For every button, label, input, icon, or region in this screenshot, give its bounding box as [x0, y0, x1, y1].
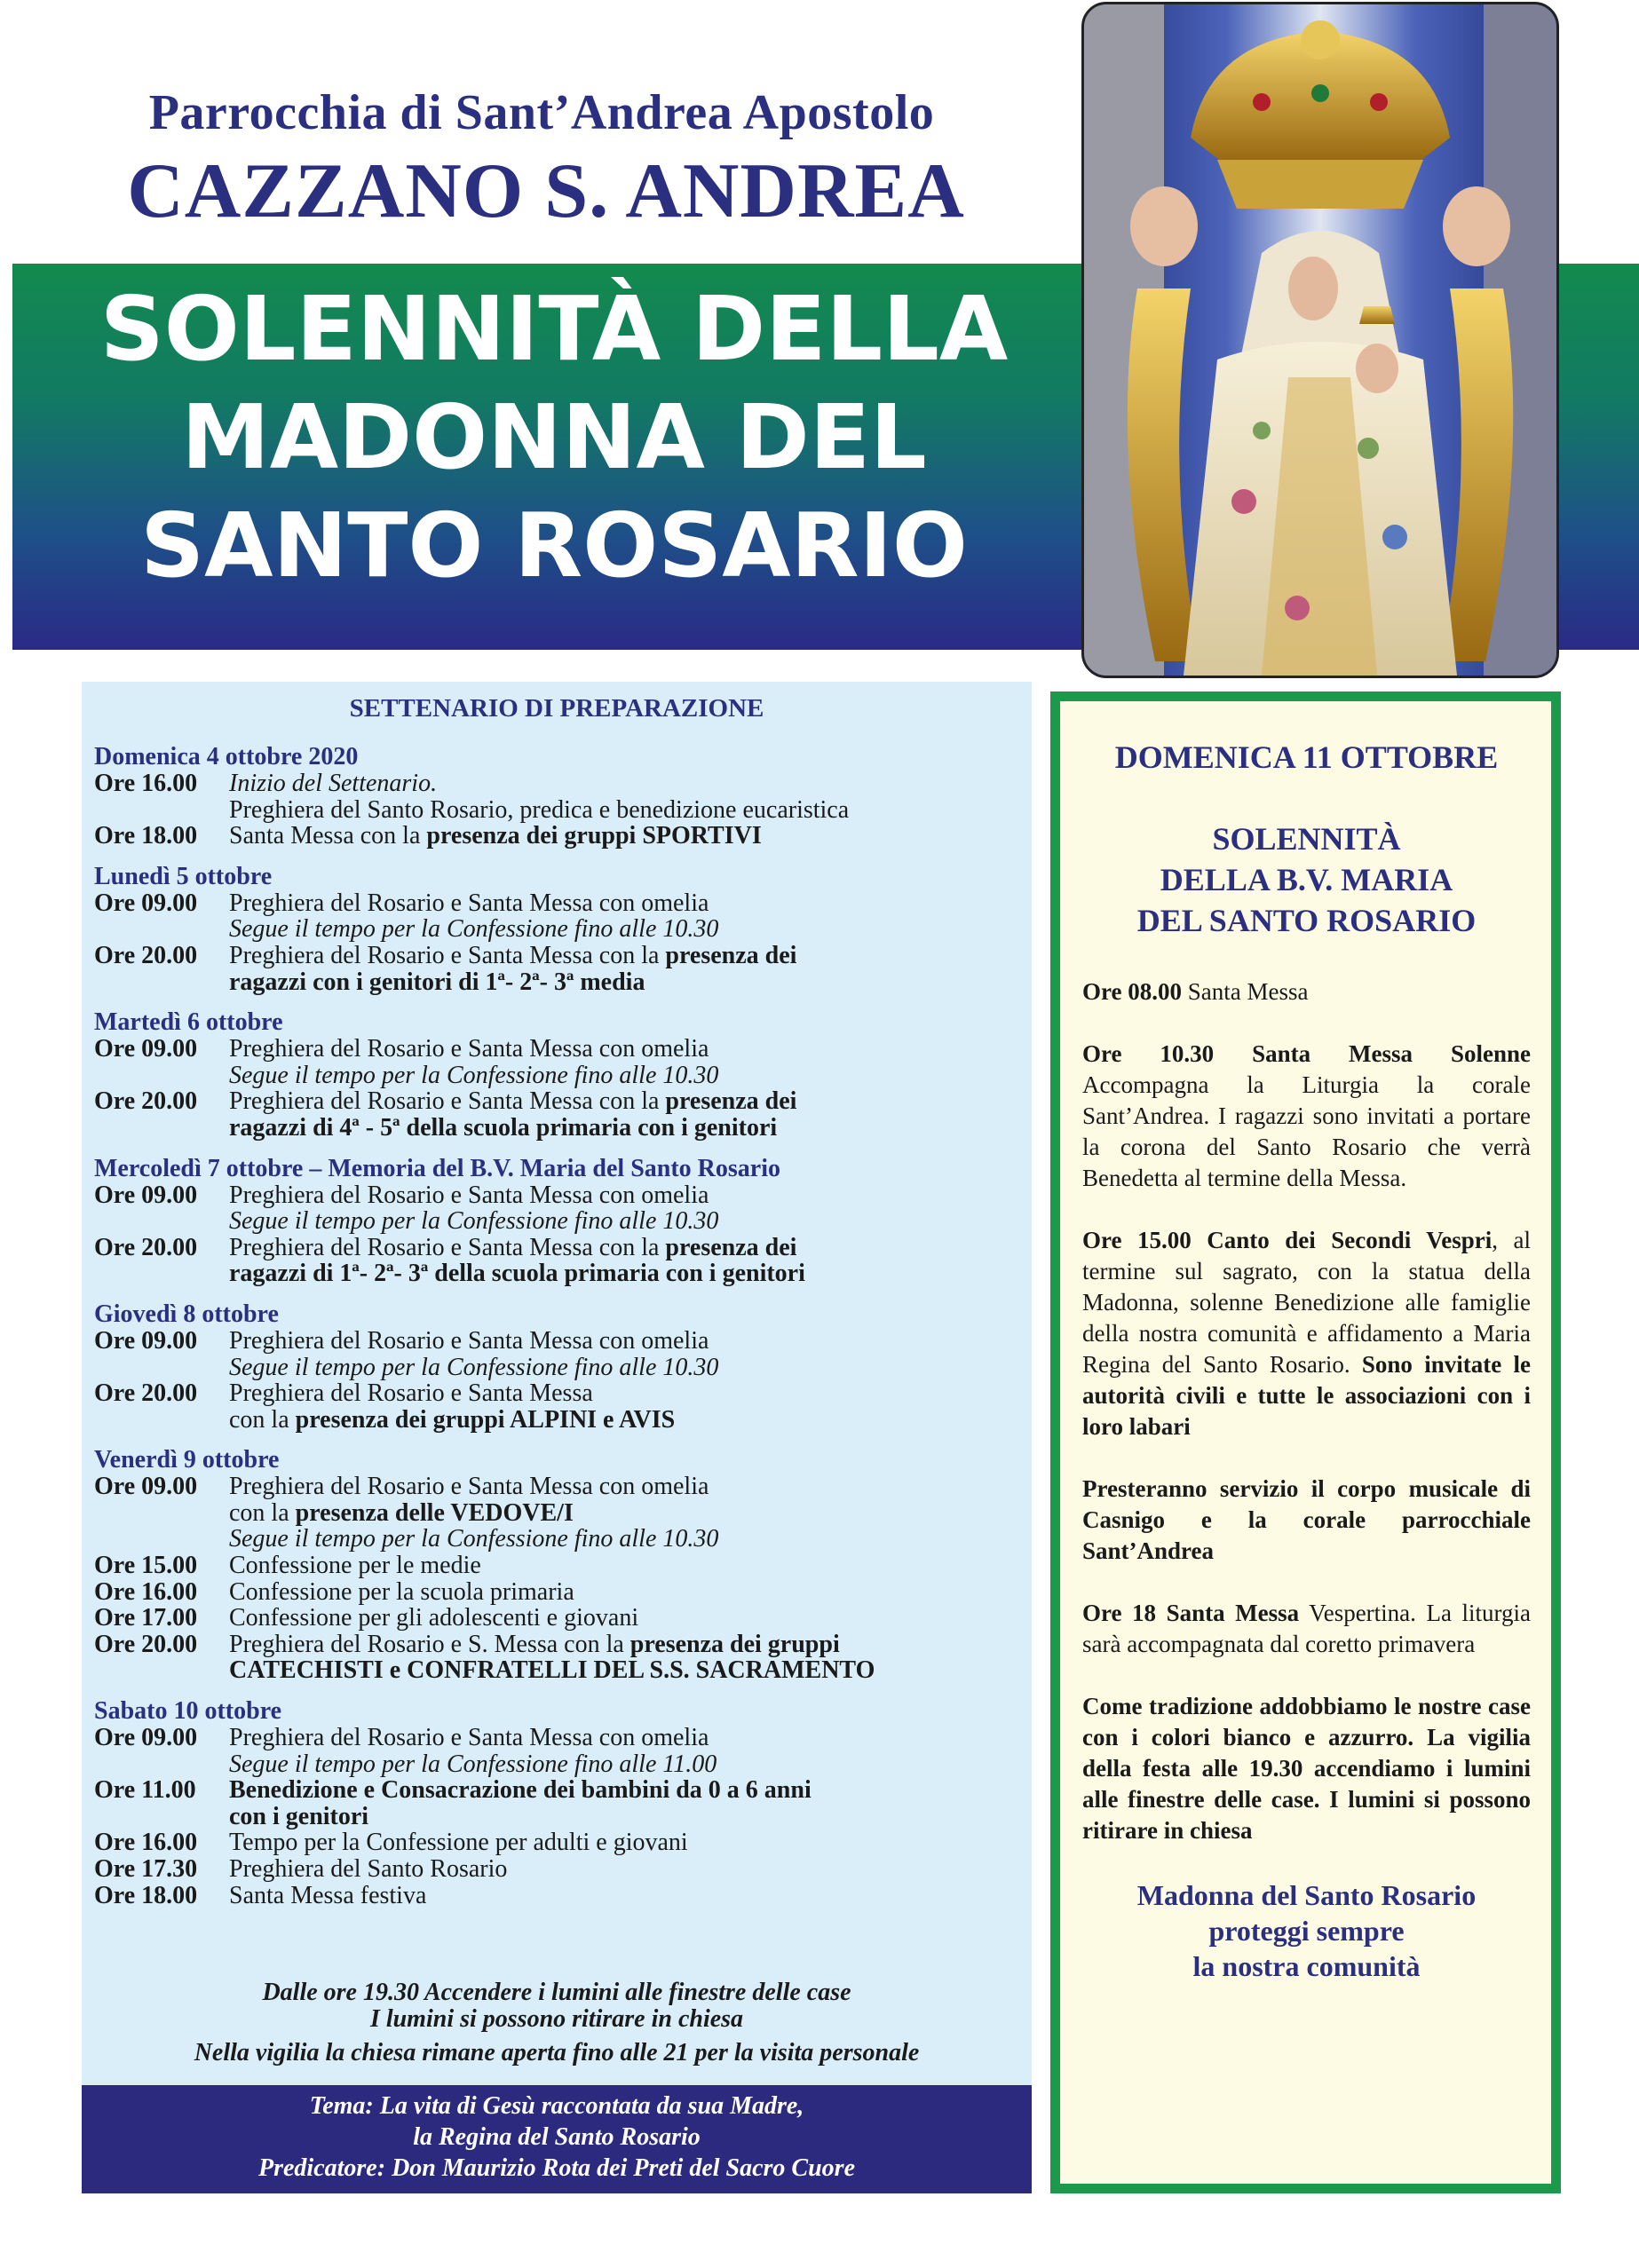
text: Preghiera del Rosario e Santa Messa con omelia	[229, 889, 709, 917]
entry-line	[229, 1777, 1026, 1804]
entry-line	[229, 1407, 1026, 1434]
bold-text: Ore 18 Santa Messa	[1082, 1600, 1300, 1626]
entry-time: Ore 16.00	[94, 1829, 198, 1857]
entry-description	[229, 1380, 1026, 1433]
italic-text: Segue il tempo per la Confessione fino alle 11.00	[229, 1750, 717, 1778]
text: Preghiera del Santo Rosario	[229, 1855, 508, 1883]
preacher-line: Predicatore: Don Maurizio Rota dei Preti del Sacro Cuore	[258, 2154, 855, 2182]
schedule-entry	[94, 1605, 1026, 1632]
entry-time: Ore 15.00	[94, 1552, 198, 1580]
day-heading: Giovedì 8 ottobre	[94, 1300, 279, 1328]
schedule-entry	[94, 1235, 1026, 1287]
schedule-day	[94, 744, 1026, 850]
schedule-entry	[94, 1036, 1026, 1088]
solemnity-title-line: DELLA B.V. MARIA	[1160, 862, 1453, 897]
note-line: Dalle ore 19.30 Accendere i lumini alle finestre delle case	[262, 1979, 851, 2006]
text: Preghiera del Rosario e Santa Messa con la	[229, 1233, 666, 1261]
solemnity-title-line: DEL SANTO ROSARIO	[1136, 903, 1477, 938]
schedule-entry	[94, 1088, 1026, 1141]
settenario-panel	[82, 682, 1032, 2085]
entry-line	[229, 1804, 1026, 1830]
entry-line	[229, 1657, 1026, 1684]
entry-time: Ore 17.30	[94, 1855, 198, 1883]
entry-time: Ore 11.00	[94, 1776, 196, 1805]
entry-line	[229, 1115, 1026, 1142]
text: Preghiera del Rosario e Santa Messa con omelia	[229, 1724, 709, 1752]
bold-text: presenza dei gruppi SPORTIVI	[426, 822, 762, 850]
entry-description	[229, 1088, 1026, 1141]
note-line: Nella vigilia la chiesa rimane aperta fino alle 21 per la visita personale	[194, 2039, 920, 2066]
day-heading: Mercoledì 7 ottobre – Memoria del B.V. Maria del Santo Rosario	[94, 1154, 780, 1182]
schedule-day	[94, 1447, 1026, 1684]
town-name: CAZZANO S. ANDREA	[127, 148, 965, 234]
entry-description	[229, 1328, 1026, 1380]
program-paragraph	[1082, 1039, 1531, 1194]
entry-description	[229, 943, 1026, 995]
bold-text: ragazzi di 4ª - 5ª della scuola primaria con i genitori	[229, 1113, 778, 1142]
closing-line: proteggi sempre	[1208, 1915, 1405, 1947]
settenario-title: SETTENARIO DI PREPARAZIONE	[349, 694, 764, 723]
entry-line	[229, 969, 1026, 996]
text: Confessione per le medie	[229, 1552, 481, 1580]
schedule-entry	[94, 770, 1026, 823]
entry-description	[229, 1883, 1026, 1909]
closing-line: Madonna del Santo Rosario	[1136, 1879, 1477, 1911]
solemnity-program	[1082, 976, 1531, 1846]
entry-time: Ore 18.00	[94, 1881, 198, 1909]
bold-text: presenza dei	[665, 1233, 797, 1261]
solemnity-content	[1082, 737, 1531, 1984]
bold-text: Presteranno servizio il corpo musicale di Casnigo e la corale parrocchiale Sant’Andrea	[1082, 1475, 1531, 1564]
schedule-entry	[94, 943, 1026, 995]
text: con la	[229, 1405, 296, 1434]
bold-text: Ore 15.00 Canto dei Secondi Vespri	[1082, 1227, 1493, 1253]
text: Santa Messa	[1181, 978, 1309, 1005]
entry-line	[229, 1235, 1026, 1261]
schedule-entry	[94, 1856, 1026, 1883]
bold-text: presenza dei gruppi	[629, 1630, 840, 1658]
text: , al termine sul sagrato, con la statua della Madonna, solenne Benedizione alle famiglie della nostra comunità e affidamento a Maria Regina del Santo Rosario.	[1082, 1227, 1531, 1378]
settenario-notes	[82, 1980, 1032, 2066]
schedule-day	[94, 864, 1026, 995]
program-paragraph	[1082, 1225, 1531, 1442]
schedule-entry	[94, 1474, 1026, 1553]
text: Confessione per la scuola primaria	[229, 1577, 574, 1606]
entry-time: Ore 20.00	[94, 941, 198, 969]
text: Santa Messa con la	[229, 822, 427, 850]
entry-time: Ore 18.00	[94, 822, 198, 850]
entry-description	[229, 1036, 1026, 1088]
entry-line	[229, 1856, 1026, 1883]
bold-text: presenza delle VEDOVE/I	[295, 1498, 574, 1527]
text: Confessione per gli adolescenti e giovani	[229, 1604, 639, 1632]
note-line: I lumini si possono ritirare in chiesa	[369, 2005, 744, 2033]
entry-description	[229, 1605, 1026, 1632]
schedule-entry	[94, 1553, 1026, 1579]
solemnity-box	[1050, 691, 1561, 2193]
entry-time: Ore 09.00	[94, 1473, 198, 1501]
entry-line	[229, 1088, 1026, 1115]
bold-text: Ore 08.00	[1082, 978, 1182, 1005]
day-heading: Venerdì 9 ottobre	[94, 1446, 280, 1474]
bold-text: Come tradizione addobbiamo le nostre case con i colori bianco e azzurro. La vigilia della festa alle 19.30 accendiamo i lumini alle finestre delle case. I lumini si possono ritirare in chiesa	[1082, 1693, 1531, 1844]
entry-time: Ore 17.00	[94, 1604, 198, 1632]
text: Preghiera del Rosario e Santa Messa con la	[229, 1087, 666, 1116]
text: Preghiera del Rosario e Santa Messa	[229, 1379, 593, 1408]
italic-text: Segue il tempo per la Confessione fino alle 10.30	[229, 1525, 719, 1553]
entry-description	[229, 770, 1026, 823]
program-paragraph	[1082, 976, 1531, 1008]
italic-text: Segue il tempo per la Confessione fino alle 10.30	[229, 915, 719, 944]
text: Preghiera del Rosario e Santa Messa con la	[229, 941, 666, 969]
text: con la	[229, 1498, 296, 1527]
entry-time: Ore 20.00	[94, 1630, 198, 1658]
schedule-entry	[94, 890, 1026, 943]
bold-text: ragazzi con i genitori di 1ª- 2ª- 3ª media	[229, 968, 645, 996]
closing-line: la nostra comunità	[1192, 1950, 1421, 1982]
entry-time: Ore 09.00	[94, 1326, 198, 1355]
text: Accompagna la Liturgia la corale Sant’Andrea. I ragazzi sono invitati a portare la corona del Santo Rosario che verrà Benedetta al termine della Messa.	[1082, 1071, 1531, 1191]
entry-line	[229, 1260, 1026, 1287]
entry-line	[229, 1883, 1026, 1909]
italic-text: Segue il tempo per la Confessione fino alle 10.30	[229, 1353, 719, 1381]
program-paragraph	[1082, 1474, 1531, 1567]
entry-line	[229, 1725, 1026, 1751]
entry-time: Ore 09.00	[94, 1035, 198, 1063]
text: Preghiera del Rosario e Santa Messa con omelia	[229, 1326, 709, 1355]
text: Preghiera del Santo Rosario, predica e benedizione eucaristica	[229, 795, 850, 824]
entry-line	[229, 916, 1026, 943]
text: Preghiera del Rosario e Santa Messa con omelia	[229, 1473, 709, 1501]
text: Preghiera del Rosario e S. Messa con la	[229, 1630, 630, 1658]
entry-description	[229, 1725, 1026, 1777]
entry-description	[229, 1182, 1026, 1235]
entry-description	[229, 1829, 1026, 1856]
entry-line	[229, 1063, 1026, 1089]
schedule-entry	[94, 1829, 1026, 1856]
main-title-line: SOLENNITÀ DELLA	[99, 277, 1009, 381]
entry-line	[229, 1500, 1026, 1527]
entry-description	[229, 1632, 1026, 1684]
schedule-day	[94, 1156, 1026, 1287]
text: Preghiera del Rosario e Santa Messa con omelia	[229, 1181, 709, 1209]
schedule-entry	[94, 1328, 1026, 1380]
schedule-entry	[94, 1182, 1026, 1235]
program-paragraph	[1082, 1691, 1531, 1846]
entry-line	[229, 770, 1026, 797]
entry-description	[229, 1553, 1026, 1579]
entry-description	[229, 1579, 1026, 1606]
entry-description	[229, 1856, 1026, 1883]
schedule-list	[94, 744, 1026, 1923]
italic-text: Inizio del Settenario.	[229, 770, 438, 797]
schedule-day	[94, 1301, 1026, 1433]
entry-line	[229, 823, 1026, 850]
italic-text: Segue il tempo per la Confessione fino alle 10.30	[229, 1207, 719, 1236]
entry-line	[229, 1474, 1026, 1500]
bold-text: presenza dei	[665, 1087, 797, 1116]
entry-time: Ore 20.00	[94, 1379, 198, 1408]
text: Santa Messa festiva	[229, 1881, 427, 1909]
entry-time: Ore 09.00	[94, 889, 198, 917]
theme-line: la Regina del Santo Rosario	[413, 2123, 701, 2151]
entry-time: Ore 20.00	[94, 1233, 198, 1261]
main-title-line: SANTO ROSARIO	[140, 494, 968, 597]
schedule-entry	[94, 823, 1026, 850]
text: Vespertina. La liturgia sarà accompagnata dal coretto primavera	[1082, 1600, 1531, 1657]
entry-description	[229, 1474, 1026, 1553]
bold-text: con i genitori	[229, 1802, 369, 1830]
schedule-entry	[94, 1777, 1026, 1829]
entry-line	[229, 1328, 1026, 1355]
text: Preghiera del Rosario e Santa Messa con omelia	[229, 1035, 709, 1063]
schedule-day	[94, 1009, 1026, 1141]
schedule-entry	[94, 1579, 1026, 1606]
bold-text: Benedizione e Consacrazione dei bambini da 0 a 6 anni	[229, 1776, 812, 1805]
solemnity-date: DOMENICA 11 OTTOBRE	[1114, 739, 1499, 775]
day-heading: Domenica 4 ottobre 2020	[94, 743, 359, 770]
entry-line	[229, 1579, 1026, 1606]
entry-line	[229, 1751, 1026, 1778]
entry-line	[229, 943, 1026, 969]
entry-line	[229, 1355, 1026, 1381]
entry-time: Ore 09.00	[94, 1181, 198, 1209]
day-heading: Sabato 10 ottobre	[94, 1697, 282, 1726]
entry-line	[229, 890, 1026, 917]
day-heading: Lunedì 5 ottobre	[94, 862, 273, 890]
schedule-day	[94, 1698, 1026, 1908]
main-title	[12, 275, 1096, 600]
bold-text: Ore 10.30 Santa Messa Solenne	[1082, 1040, 1531, 1067]
schedule-entry	[94, 1883, 1026, 1909]
madonna-statue-image	[1084, 4, 1556, 676]
entry-description	[229, 1235, 1026, 1287]
madonna-statue-photo	[1081, 2, 1559, 678]
entry-line	[229, 1553, 1026, 1579]
entry-description	[229, 823, 1026, 850]
schedule-entry	[94, 1725, 1026, 1777]
entry-line	[229, 1829, 1026, 1856]
bold-text: presenza dei gruppi ALPINI e AVIS	[295, 1405, 676, 1434]
program-paragraph	[1082, 1598, 1531, 1660]
text: Tempo per la Confessione per adulti e giovani	[229, 1829, 688, 1857]
day-heading: Martedì 6 ottobre	[94, 1008, 283, 1037]
schedule-entry	[94, 1380, 1026, 1433]
parish-name: Parrocchia di Sant’Andrea Apostolo	[148, 85, 935, 140]
entry-line	[229, 1036, 1026, 1063]
entry-line	[229, 797, 1026, 824]
entry-description	[229, 890, 1026, 943]
entry-line	[229, 1208, 1026, 1235]
entry-time: Ore 20.00	[94, 1087, 198, 1116]
entry-description	[229, 1777, 1026, 1829]
solemnity-title-line: SOLENNITÀ	[1212, 821, 1401, 857]
entry-time: Ore 16.00	[94, 1577, 198, 1606]
bold-text: Sono invitate le autorità civili e tutte le associazioni con i loro labari	[1082, 1351, 1531, 1440]
entry-line	[229, 1380, 1026, 1407]
italic-text: Segue il tempo per la Confessione fino alle 10.30	[229, 1061, 719, 1089]
schedule-entry	[94, 1632, 1026, 1684]
theme-line: Tema: La vita di Gesù raccontata da sua Madre,	[309, 2092, 804, 2120]
entry-line	[229, 1182, 1026, 1209]
main-title-line: MADONNA DEL	[181, 385, 927, 489]
theme-footer	[82, 2085, 1032, 2193]
entry-line	[229, 1632, 1026, 1658]
entry-time: Ore 09.00	[94, 1724, 198, 1752]
entry-line	[229, 1605, 1026, 1632]
bold-text: ragazzi di 1ª- 2ª- 3ª della scuola primaria con i genitori	[229, 1260, 805, 1288]
entry-time: Ore 16.00	[94, 770, 198, 797]
entry-line	[229, 1526, 1026, 1553]
bold-text: presenza dei	[665, 941, 797, 969]
bold-text: CATECHISTI e CONFRATELLI DEL S.S. SACRAMENTO	[229, 1656, 875, 1685]
